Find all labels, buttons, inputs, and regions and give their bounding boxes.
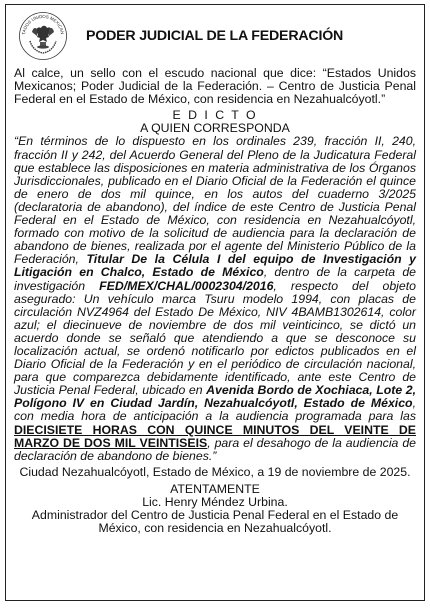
- signer-name: Lic. Henry Méndez Urbina.: [142, 495, 288, 509]
- edict-body-paragraph: [14, 135, 416, 462]
- body-run: , respecto del objeto asegurado: Un vehículo marca Tsuru modelo 1994, con placas de circulación NVZ4964 del Estado De México, NIV 4BAMB1302614, color azul; el diecinueve de noviembre de dos mil veinticinco, se dictó un acuerdo donde se señaló que atendiendo a que se desconoce su localización actual, se ordenó notificarlo por edictos publicados en el Diario Oficial de la Federación y en el periódico de circulación nacional, para que comparezca debidamente identificado, ante este Centro de Justicia Penal Federal, ubicado en: [14, 278, 416, 398]
- body-run: Titular De la Célula I del equipo de Investigación y Litigación en Chalco, Estado de México: [14, 252, 416, 280]
- addressee-heading: A QUIEN CORRESPONDA: [140, 121, 290, 136]
- body-run: , con media hora de anticipación a la audiencia programada para las: [14, 396, 416, 424]
- edicto-heading: E D I C T O: [172, 108, 258, 123]
- header: [18, 11, 416, 61]
- intro-paragraph: Al calce, un sello con el escudo nacional que dice: “Estados Unidos Mexicanos; Poder Judicial de la Federación. – Centro de Justicia Penal Federal en el Estado de México, con residencia en Nezahualcóyotl.”: [14, 66, 416, 107]
- closing-atentamente: ATENTAMENTE: [170, 481, 260, 496]
- body-run: FED/MEX/CHAL/0002304/2016: [99, 278, 274, 293]
- body-run: “En términos de lo dispuesto en los ordinales 239, fracción II, 240, fracción II y 242, del Acuerdo General del Pleno de la Judicatura Federal que establece las disposiciones en materia administrativa de los Órganos Jurisdiccionales, publicado en el Diario Oficial de la Federación el quince de enero de dos mil quince, en los autos del cuaderno 3/2025 (declaratoria de abandono), del índice de este Centro de Justicia Penal Federal en el Estado de México, con residencia en Nezahualcóyotl, formado con motivo de la solicitud de audiencia para la declaración de abandono de bienes, realizada por el agente del Ministerio Público de la Federación,: [14, 134, 416, 267]
- edict-page: [5, 4, 425, 601]
- institution-title: PODER JUDICIAL DE LA FEDERACIÓN: [86, 28, 344, 44]
- body-run: Avenida Bordo de Xochiaca, Lote 2, Polígono IV en Ciudad Jardín, Nezahualcóyotl, Estado de México: [14, 383, 416, 411]
- signer-title: Administrador del Centro de Justicia Penal Federal en el Estado de México, con residencia en Nezahualcóyotl.: [31, 508, 399, 536]
- date-line: Ciudad Nezahualcóyotl, Estado de México, a 19 de noviembre de 2025.: [19, 464, 411, 479]
- mexican-coat-of-arms-seal: [18, 11, 68, 61]
- svg-text:ESTADOS UNIDOS MEXICANOS: TADOS UNIDOS MEXICAN: [21, 13, 65, 35]
- body-run: , dentro de la carpeta de investigación: [14, 265, 417, 293]
- document-body: [14, 67, 416, 535]
- body-run: DIECISIETE HORAS CON QUINCE MINUTOS DEL VEINTE DE MARZO DE DOS MIL VEINTISEIS: [14, 422, 416, 450]
- body-run: , para el desahogo de la audiencia de declaración de abandono de bienes.”: [14, 435, 417, 463]
